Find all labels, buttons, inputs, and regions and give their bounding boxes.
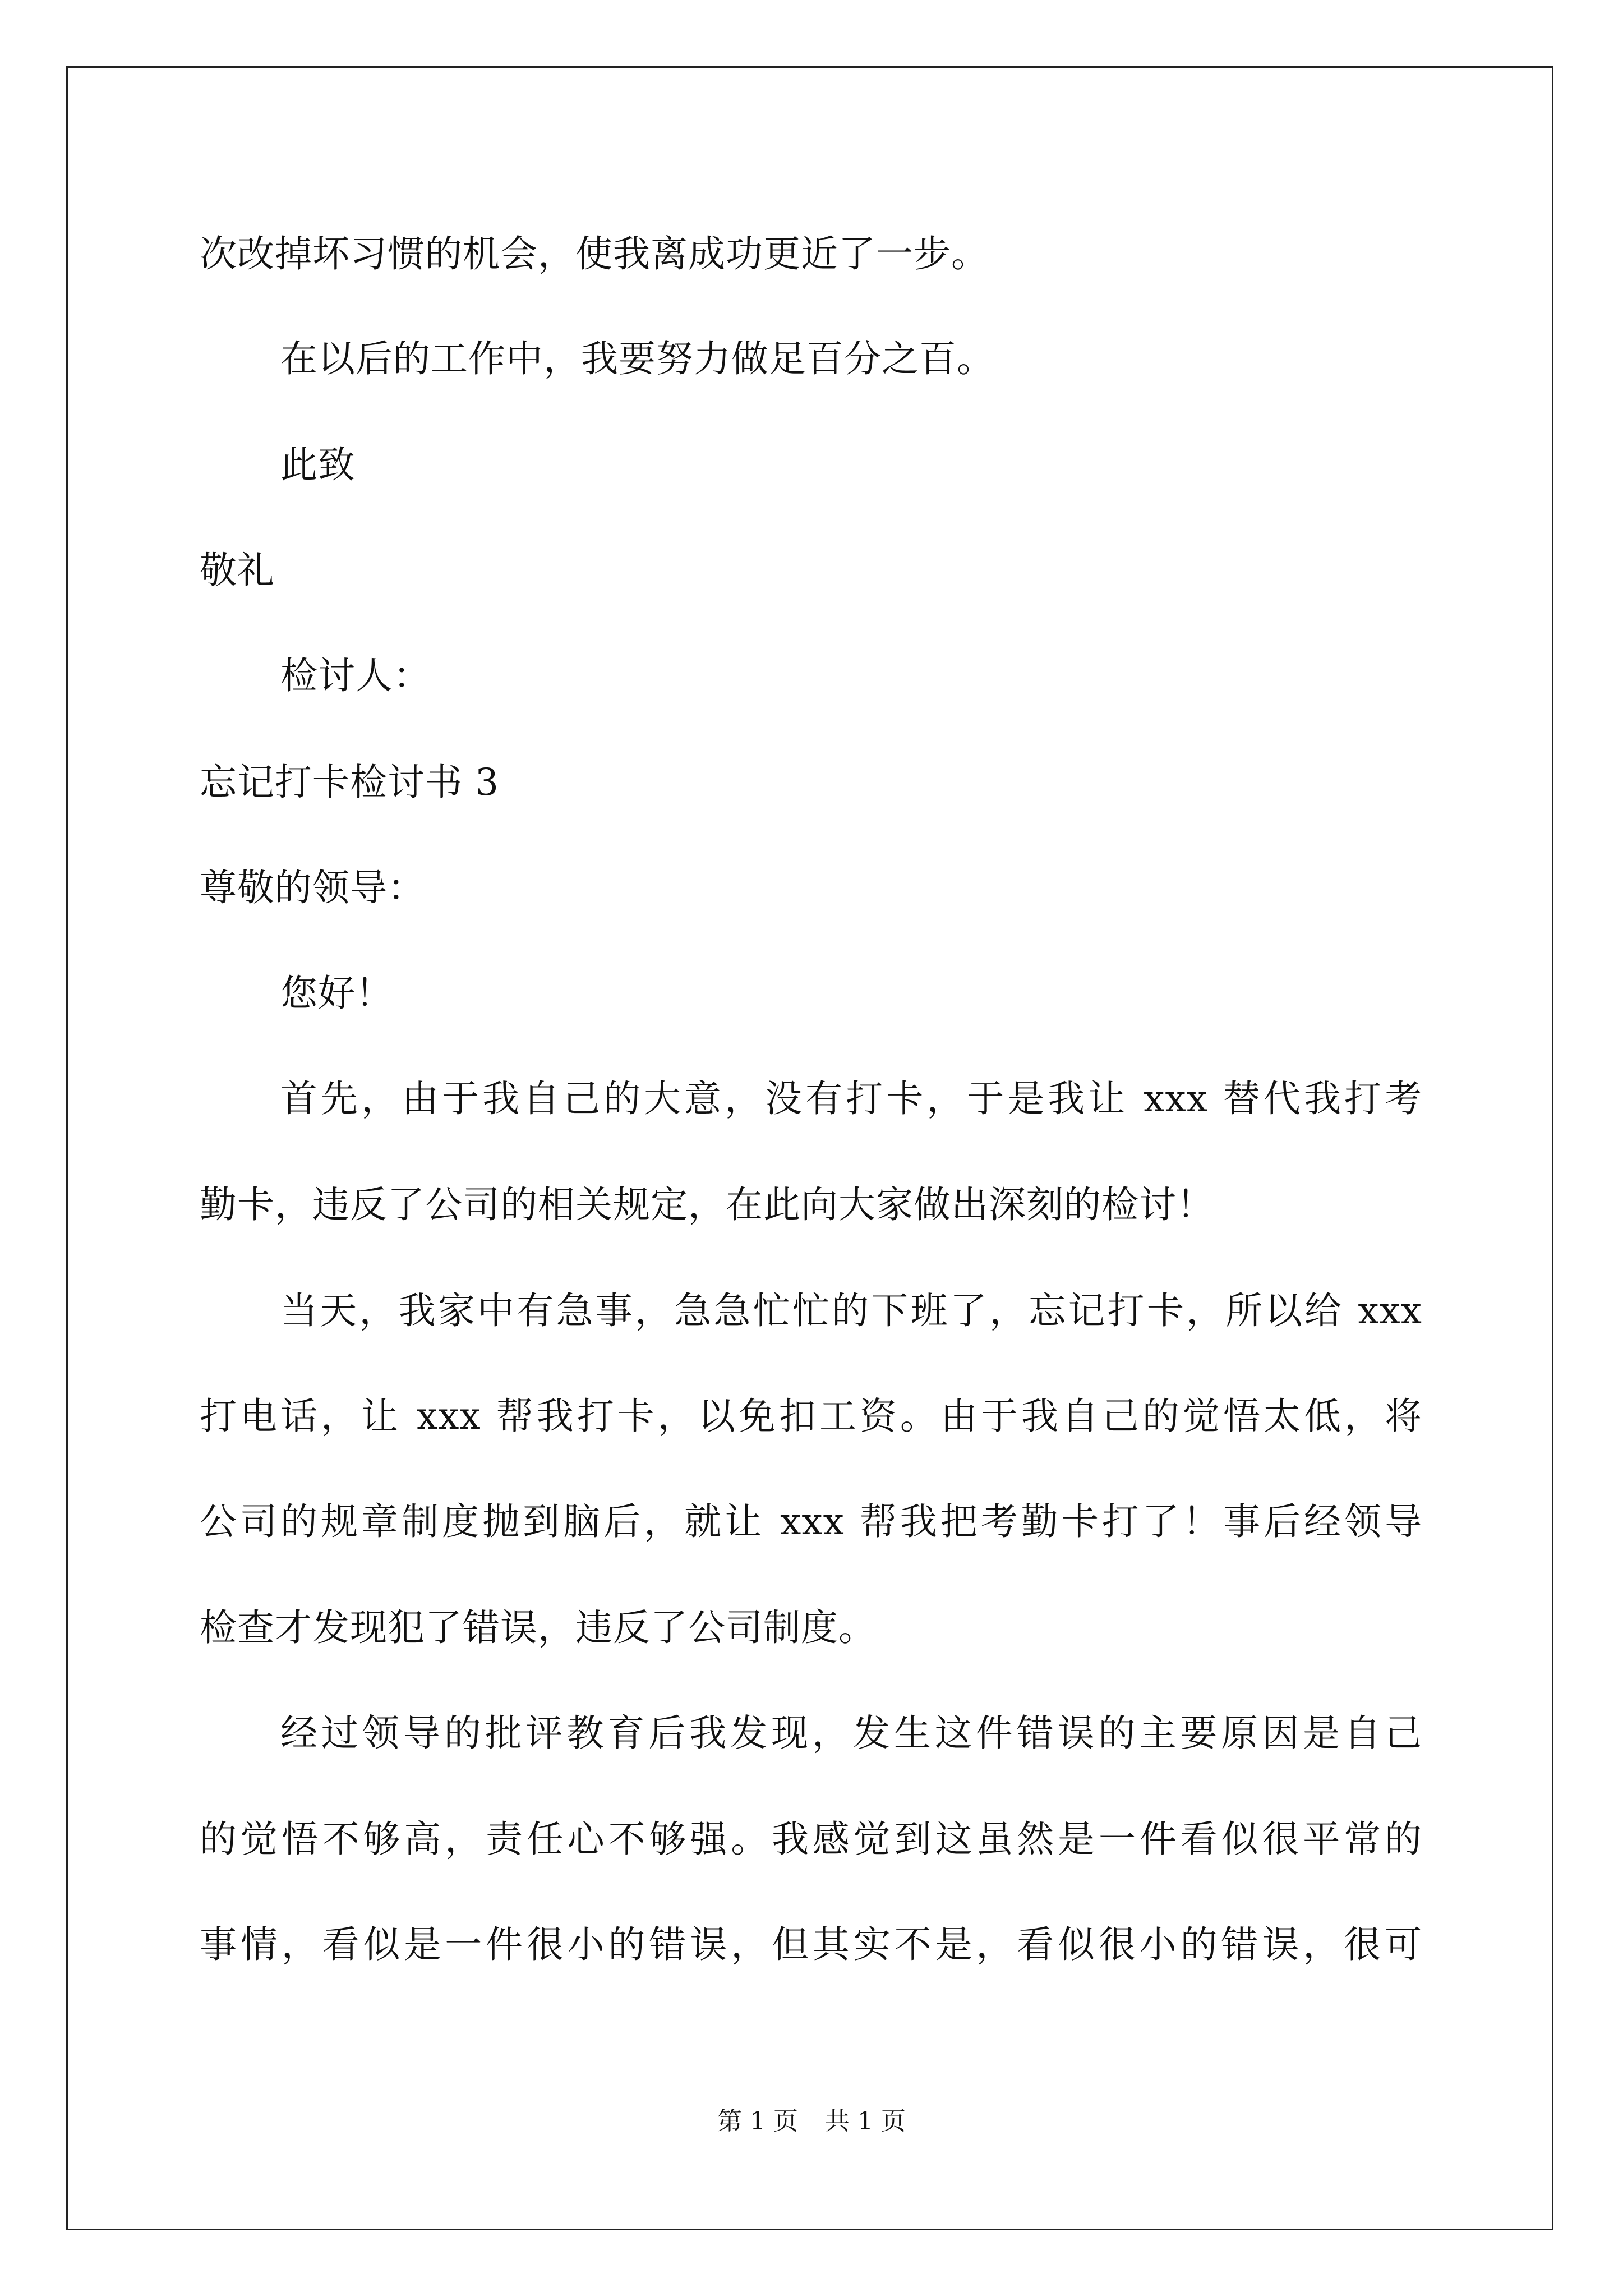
page-number: 第 1 页 xyxy=(717,2107,798,2136)
text-line: 次改掉坏习惯的机会，使我离成功更近了一步。 xyxy=(200,232,989,275)
document-title: 忘记打卡检讨书 3 xyxy=(200,761,499,804)
text-line: 检查才发现犯了错误，违反了公司制度。 xyxy=(200,1606,876,1649)
page-footer xyxy=(0,2106,1623,2137)
text-line: 当天，我家中有急事，急急忙忙的下班了，忘记打卡，所以给 xxx xyxy=(280,1289,1422,1332)
text-line: 勤卡，违反了公司的相关规定，在此向大家做出深刻的检讨！ xyxy=(200,1183,1214,1226)
text-line: 事情，看似是一件很小的错误，但其实不是，看似很小的错误，很可 xyxy=(200,1923,1422,1966)
text-line: 经过领导的批评教育后我发现，发生这件错误的主要原因是自己 xyxy=(280,1711,1422,1755)
salutation-regards: 敬礼 xyxy=(200,549,275,592)
text-line: 在以后的工作中，我要努力做足百分之百。 xyxy=(280,337,994,380)
recipient-line: 尊敬的领导： xyxy=(200,866,425,909)
page-border xyxy=(66,66,1553,2230)
text-line: 打电话，让 xxx 帮我打卡，以免扣工资。由于我自己的觉悟太低，将 xyxy=(200,1395,1422,1438)
page-total: 共 1 页 xyxy=(825,2107,906,2136)
greeting-line: 您好！ xyxy=(280,972,393,1015)
text-line: 的觉悟不够高，责任心不够强。我感觉到这虽然是一件看似很平常的 xyxy=(200,1818,1422,1861)
signature-label: 检讨人： xyxy=(280,654,431,697)
salutation-closing: 此致 xyxy=(280,443,356,486)
text-line: 公司的规章制度抛到脑后，就让 xxx 帮我把考勤卡打了！事后经领导 xyxy=(200,1500,1422,1543)
text-line: 首先，由于我自己的大意，没有打卡，于是我让 xxx 替代我打考 xyxy=(280,1077,1422,1120)
